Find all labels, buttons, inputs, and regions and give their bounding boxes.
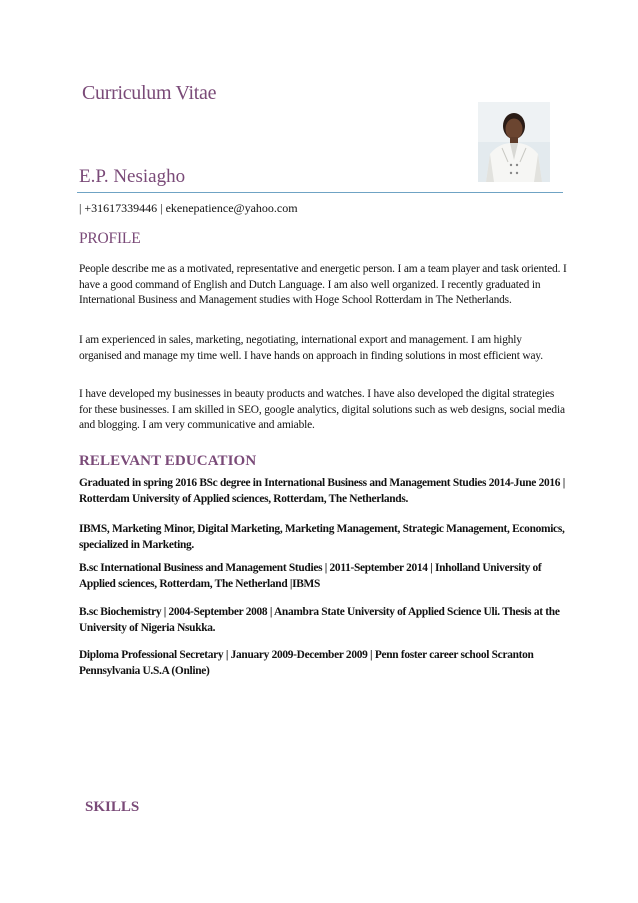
candidate-name: E.P. Nesiagho [79,166,186,187]
profile-paragraph: I am experienced in sales, marketing, negotiating, international export and management. I am highly organised and manage my time well. I have hands on approach in finding solutions in most efficient way. [79,334,543,362]
profile-photo-image [478,102,550,182]
document-title: Curriculum Vitae [82,82,217,104]
education-entry: Graduated in spring 2016 BSc degree in International Business and Management Studies 2014-June 2016 | Rotterdam University of Applied sciences, Rotterdam, The Netherlands. [79,477,565,505]
education-entry: B.sc Biochemistry | 2004-September 2008 | Anambra State University of Applied Science Uli. Thesis at the University of Nigeria Nsukka. [79,606,560,634]
education-heading: RELEVANT EDUCATION [79,453,257,469]
profile-paragraph: People describe me as a motivated, representative and energetic person. I am a team player and task oriented. I have a good command of English and Dutch Language. I am also well organized. I recently graduated in International Business and Management studies with Hoge School Rotterdam in The Netherlands. [79,263,567,306]
skills-heading: SKILLS [85,799,140,815]
education-entry: B.sc International Business and Management Studies | 2011-September 2014 | Inholland University of Applied sciences, Rotterdam, The Netherland |IBMS [79,562,542,590]
education-entry: IBMS, Marketing Minor, Digital Marketing, Marketing Management, Strategic Management, Economics, specialized in Marketing. [79,523,565,551]
header-divider [77,192,563,193]
profile-paragraph: I have developed my businesses in beauty products and watches. I have also developed the digital strategies for these businesses. I am skilled in SEO, google analytics, digital solutions such as web designs, social media and blogging. I am very communicative and amiable. [79,388,565,431]
profile-photo [478,102,550,182]
profile-heading: PROFILE [79,230,141,247]
education-entry: Diploma Professional Secretary | January 2009-December 2009 | Penn foster career school Scranton Pennsylvania U.S.A (Online) [79,649,534,677]
contact-line: | +31617339446 | ekenepatience@yahoo.com [79,201,298,215]
